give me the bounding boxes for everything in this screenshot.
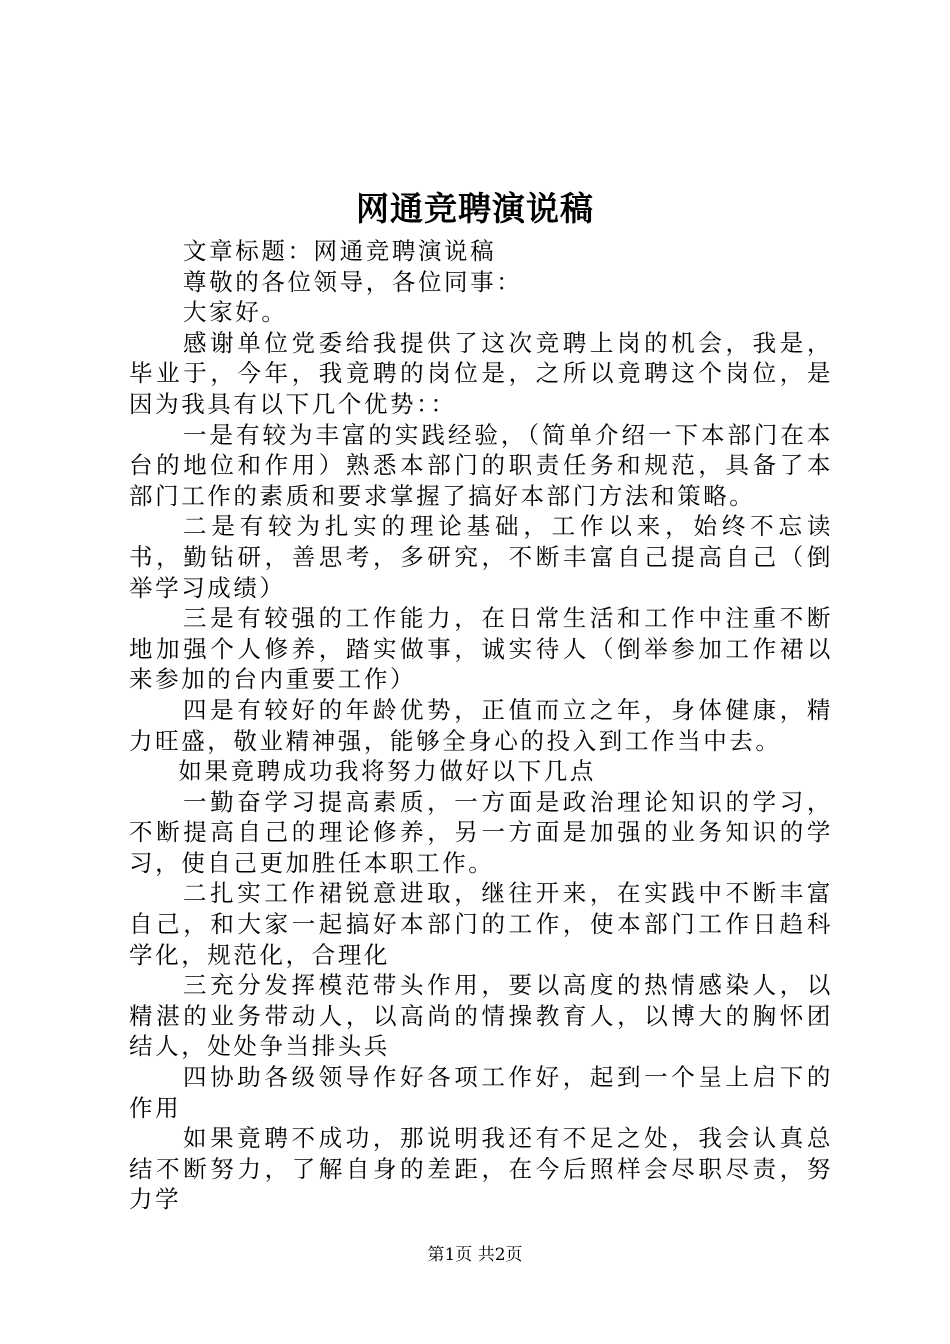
paragraph-advantage-2: 二是有较为扎实的理论基础，工作以来，始终不忘读书，勤钻研，善思考，多研究，不断丰富自己提高自己（倒举学习成绩）	[129, 512, 833, 602]
paragraph-greeting: 大家好。	[183, 298, 288, 327]
paragraph-advantage-3: 三是有较强的工作能力，在日常生活和工作中注重不断地加强个人修养，踏实做事，诚实待人（倒举参加工作裙以来参加的台内重要工作）	[129, 604, 833, 694]
page-footer: 第1页 共2页	[427, 1245, 523, 1265]
paragraph-introduction: 感谢单位党委给我提供了这次竞聘上岗的机会，我是，毕业于，今年，我竟聘的岗位是，之所以竟聘这个岗位，是因为我具有以下几个优势：：	[129, 328, 833, 418]
paragraph-article-title: 文章标题：网通竞聘演说稿	[183, 237, 497, 265]
paragraph-if-failure: 如果竟聘不成功，那说明我还有不足之处，我会认真总结不断努力，了解自身的差距，在今后照样会尽职尽责，努力学	[129, 1124, 833, 1214]
paragraph-advantage-4: 四是有较好的年龄优势，正值而立之年，身体健康，精力旺盛，敬业精神强，能够全身心的投入到工作当中去。	[129, 695, 833, 755]
paragraph-plan-1: 一勤奋学习提高素质，一方面是政治理论知识的学习，不断提高自己的理论修养，另一方面是加强的业务知识的学习，使自己更加胜任本职工作。	[129, 787, 833, 877]
paragraph-advantage-1: 一是有较为丰富的实践经验，（简单介绍一下本部门在本台的地位和作用）熟悉本部门的职责任务和规范，具备了本部门工作的素质和要求掌握了搞好本部门方法和策略。	[129, 420, 833, 510]
paragraph-if-success: 如果竟聘成功我将努力做好以下几点	[178, 757, 596, 786]
paragraph-plan-3: 三充分发挥模范带头作用，要以高度的热情感染人，以精湛的业务带动人，以高尚的情操教育人，以博大的胸怀团结人，处处争当排头兵	[129, 971, 833, 1061]
document-title: 网通竞聘演说稿	[356, 189, 594, 228]
paragraph-plan-4: 四协助各级领导作好各项工作好，起到一个呈上启下的作用	[129, 1063, 833, 1122]
paragraph-salutation: 尊敬的各位领导，各位同事：	[183, 267, 523, 296]
document-body	[129, 236, 833, 1215]
paragraph-plan-2: 二扎实工作裙锐意进取，继往开来，在实践中不断丰富自己，和大家一起搞好本部门的工作，使本部门工作日趋科学化，规范化，合理化	[129, 879, 833, 969]
